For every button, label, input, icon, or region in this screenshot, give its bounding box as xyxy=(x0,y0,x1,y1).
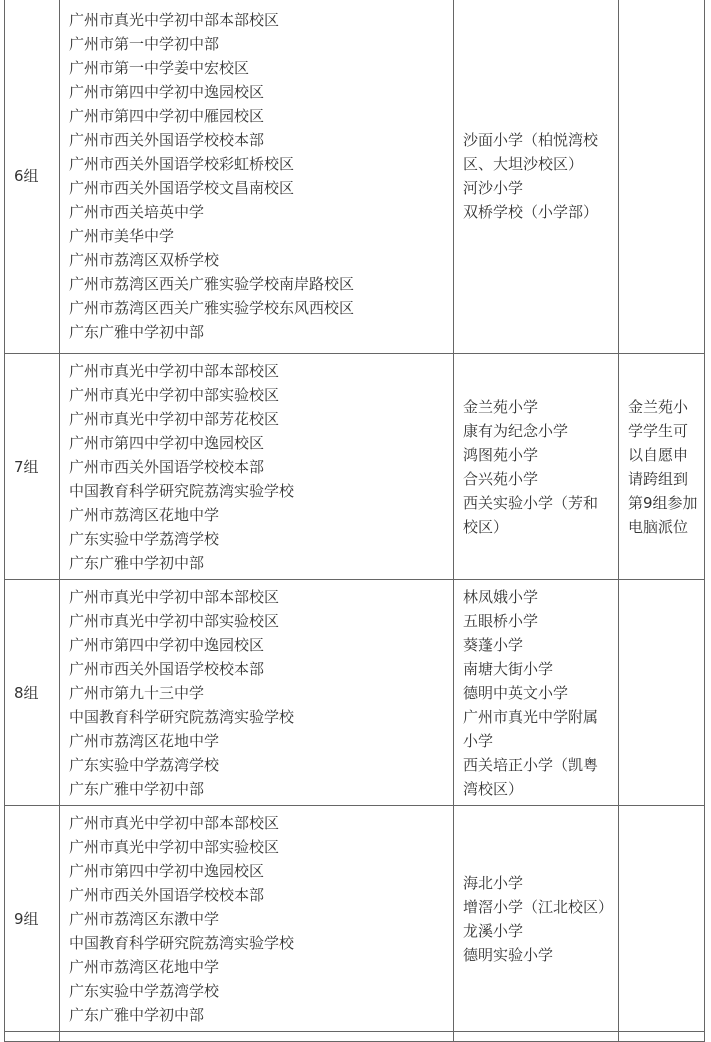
middle-school-item: 广州市荔湾区花地中学 xyxy=(69,505,220,524)
primary-school-item: 西关实验小学（芳和校区） xyxy=(463,493,599,536)
middle-school-item: 广东广雅中学初中部 xyxy=(69,1005,205,1024)
middle-school-list xyxy=(60,354,454,580)
middle-school-item: 广东实验中学荔湾学校 xyxy=(69,529,220,548)
primary-school-item: 南塘大街小学 xyxy=(463,659,554,678)
middle-school-item: 广州市西关外国语学校校本部 xyxy=(69,131,265,149)
middle-school-item: 广州市真光中学初中部芳花校区 xyxy=(69,409,280,428)
note-cell xyxy=(619,580,705,806)
primary-school-item: 五眼桥小学 xyxy=(463,611,539,630)
primary-school-item: 海北小学 xyxy=(463,873,524,892)
primary-school-item: 葵蓬小学 xyxy=(463,635,524,654)
primary-school-item: 林凤娥小学 xyxy=(463,587,539,606)
middle-school-item: 广州市荔湾区双桥学校 xyxy=(69,251,220,269)
primary-school-list xyxy=(454,0,619,354)
middle-school-item: 广东广雅中学初中部 xyxy=(69,779,205,798)
middle-school-item: 广州市第四中学初中雁园校区 xyxy=(69,107,265,125)
note-cell xyxy=(619,0,705,354)
middle-school-item: 广州市西关外国语学校校本部 xyxy=(69,885,265,904)
group-label: 9组 xyxy=(5,806,60,1032)
group-label: 7组 xyxy=(5,354,60,580)
middle-school-item: 广州市第四中学初中逸园校区 xyxy=(69,861,265,880)
middle-school-item: 广州市荔湾区花地中学 xyxy=(69,731,220,750)
primary-school-item: 德明中英文小学 xyxy=(463,683,569,702)
middle-school-item: 广州市荔湾区花地中学 xyxy=(69,957,220,976)
middle-school-item: 广州市西关外国语学校彩虹桥校区 xyxy=(69,155,295,173)
middle-school-item: 广州市第四中学初中逸园校区 xyxy=(69,83,265,101)
primary-school-item: 广州市真光中学附属小学 xyxy=(463,707,599,750)
primary-school-list xyxy=(454,354,619,580)
middle-school-item: 广东实验中学荔湾学校 xyxy=(69,981,220,1000)
middle-school-item: 广州市美华中学 xyxy=(69,227,175,245)
table-row-group-9 xyxy=(5,806,705,1032)
primary-school-list xyxy=(454,580,619,806)
middle-school-list xyxy=(60,580,454,806)
primary-school-item: 双桥学校（小学部） xyxy=(463,203,599,221)
middle-school-item: 广州市真光中学初中部本部校区 xyxy=(69,361,280,380)
table-row-group-8 xyxy=(5,580,705,806)
empty-cell xyxy=(454,1032,619,1042)
middle-school-item: 广州市第四中学初中逸园校区 xyxy=(69,635,265,654)
middle-school-item: 广州市真光中学初中部实验校区 xyxy=(69,385,280,404)
group-label: 6组 xyxy=(5,0,60,354)
middle-school-list xyxy=(60,806,454,1032)
middle-school-item: 广州市西关培英中学 xyxy=(69,203,205,221)
primary-school-item: 德明实验小学 xyxy=(463,945,554,964)
empty-cell xyxy=(60,1032,454,1042)
middle-school-item: 广州市荔湾区西关广雅实验学校南岸路校区 xyxy=(69,275,355,293)
note-text: 金兰苑小学学生可以自愿申请跨组到第9组参加电脑派位 xyxy=(628,397,698,536)
table-row-group-6 xyxy=(5,0,705,354)
allocation-table xyxy=(4,0,705,1042)
primary-school-list xyxy=(454,806,619,1032)
primary-school-item: 西关培正小学（凯粤湾校区） xyxy=(463,755,599,798)
middle-school-item: 中国教育科学研究院荔湾实验学校 xyxy=(69,707,295,726)
middle-school-item: 广州市真光中学初中部本部校区 xyxy=(69,587,280,606)
middle-school-item: 广州市西关外国语学校文昌南校区 xyxy=(69,179,295,197)
middle-school-item: 广东实验中学荔湾学校 xyxy=(69,755,220,774)
middle-school-item: 广州市第九十三中学 xyxy=(69,683,205,702)
middle-school-item: 广东广雅中学初中部 xyxy=(69,323,205,341)
group-label: 8组 xyxy=(5,580,60,806)
primary-school-item: 金兰苑小学 xyxy=(463,397,539,416)
middle-school-item: 广州市第一中学初中部 xyxy=(69,35,220,53)
middle-school-item: 广州市真光中学初中部实验校区 xyxy=(69,611,280,630)
primary-school-item: 合兴苑小学 xyxy=(463,469,539,488)
middle-school-list xyxy=(60,0,454,354)
middle-school-item: 广州市第一中学姜中宏校区 xyxy=(69,59,250,77)
primary-school-item: 龙溪小学 xyxy=(463,921,524,940)
middle-school-item: 广州市真光中学初中部本部校区 xyxy=(69,813,280,832)
middle-school-item: 中国教育科学研究院荔湾实验学校 xyxy=(69,933,295,952)
primary-school-item: 康有为纪念小学 xyxy=(463,421,569,440)
primary-school-item: 沙面小学（柏悦湾校区、大坦沙校区） xyxy=(463,131,599,173)
primary-school-item: 增滘小学（江北校区） xyxy=(463,897,614,916)
middle-school-item: 广州市荔湾区东漖中学 xyxy=(69,909,220,928)
middle-school-item: 广州市西关外国语学校校本部 xyxy=(69,457,265,476)
empty-cell xyxy=(5,1032,60,1042)
primary-school-item: 河沙小学 xyxy=(463,179,524,197)
middle-school-item: 广东广雅中学初中部 xyxy=(69,553,205,572)
empty-cell xyxy=(619,1032,705,1042)
middle-school-item: 广州市荔湾区西关广雅实验学校东风西校区 xyxy=(69,299,355,317)
table-row-group-7 xyxy=(5,354,705,580)
note-cell xyxy=(619,354,705,580)
middle-school-item: 中国教育科学研究院荔湾实验学校 xyxy=(69,481,295,500)
middle-school-item: 广州市真光中学初中部实验校区 xyxy=(69,837,280,856)
middle-school-item: 广州市西关外国语学校校本部 xyxy=(69,659,265,678)
middle-school-item: 广州市第四中学初中逸园校区 xyxy=(69,433,265,452)
note-cell xyxy=(619,806,705,1032)
table-row-partial xyxy=(5,1032,705,1042)
middle-school-item: 广州市真光中学初中部本部校区 xyxy=(69,11,280,29)
primary-school-item: 鸿图苑小学 xyxy=(463,445,539,464)
